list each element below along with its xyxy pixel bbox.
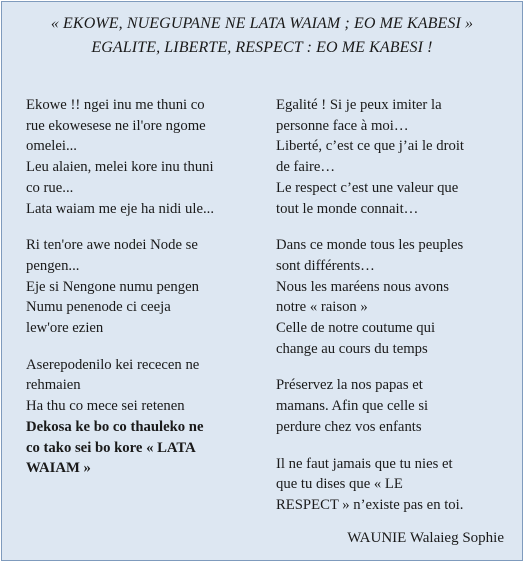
poem-title-line-2: EGALITE, LIBERTE, RESPECT : EO ME KABESI !	[91, 39, 433, 56]
stanza	[26, 235, 266, 339]
poem-line: Dekosa ke bo co thauleko ne	[26, 418, 204, 435]
poem-line: pengen...	[26, 257, 80, 274]
poem-line: co tako sei bo kore « LATA	[26, 439, 196, 456]
poem-line: tout le monde connait…	[276, 200, 419, 217]
stanza	[276, 454, 516, 516]
poem-line: Aserepodenilo kei rececen ne	[26, 356, 200, 373]
poem-line: mamans. Afin que celle si	[276, 398, 429, 415]
poem-line: perdure chez vos enfants	[276, 418, 422, 435]
poem-line: omelei...	[26, 138, 77, 155]
stanza	[276, 95, 516, 219]
poem-line: Leu alaien, melei kore inu thuni	[26, 159, 214, 176]
poem-title-line-1: « EKOWE, NUEGUPANE NE LATA WAIAM ; EO ME KABESI »	[50, 15, 474, 32]
french-column	[276, 95, 516, 532]
poem-line: rue ekowesese ne il'ore ngome	[26, 117, 206, 134]
poem-line: change au cours du temps	[276, 340, 428, 357]
poem-line: co rue...	[26, 179, 74, 196]
nengone-column	[26, 95, 266, 495]
stanza	[276, 235, 516, 359]
poem-line: Le respect c’est une valeur que	[276, 179, 459, 196]
poem-line: rehmaien	[26, 377, 81, 394]
poem-panel	[1, 1, 523, 561]
poem-line: Celle de notre coutume qui	[276, 320, 436, 337]
poem-line: Il ne faut jamais que tu nies et	[276, 455, 453, 472]
poem-line: Liberté, c’est ce que j’ai le droit	[276, 138, 464, 155]
poem-line: que tu dises que « LE	[276, 476, 403, 493]
poem-line: Préservez la nos papas et	[276, 377, 423, 394]
poem-line: notre « raison »	[276, 299, 368, 316]
poem-line: Numu penenode ci ceeja	[26, 299, 171, 316]
poem-line: Dans ce monde tous les peuples	[276, 237, 464, 254]
poem-line: Lata waiam me eje ha nidi ule...	[26, 200, 215, 217]
poem-line: de faire…	[276, 159, 336, 176]
poem-line: Ha thu co mece sei retenen	[26, 398, 185, 415]
poem-line: Ri ten'ore awe nodei Node se	[26, 237, 198, 254]
poem-line: Ekowe !! ngei inu me thuni co	[26, 97, 205, 113]
poem-line: Nous les maréens nous avons	[276, 278, 449, 295]
poem-line: personne face à moi…	[276, 117, 409, 134]
poem-line: Egalité ! Si je peux imiter la	[276, 97, 442, 113]
stanza	[276, 375, 516, 437]
poem-line: Eje si Nengone numu pengen	[26, 278, 199, 295]
stanza	[26, 355, 266, 479]
author-signature: WAUNIE Walaieg Sophie	[347, 530, 504, 546]
poem-line: WAIAM »	[26, 460, 91, 477]
poem-line: sont différents…	[276, 257, 375, 274]
stanza	[26, 95, 266, 219]
poem-line: lew'ore ezien	[26, 320, 104, 337]
poem-line: RESPECT » n’existe pas en toi.	[276, 496, 464, 513]
